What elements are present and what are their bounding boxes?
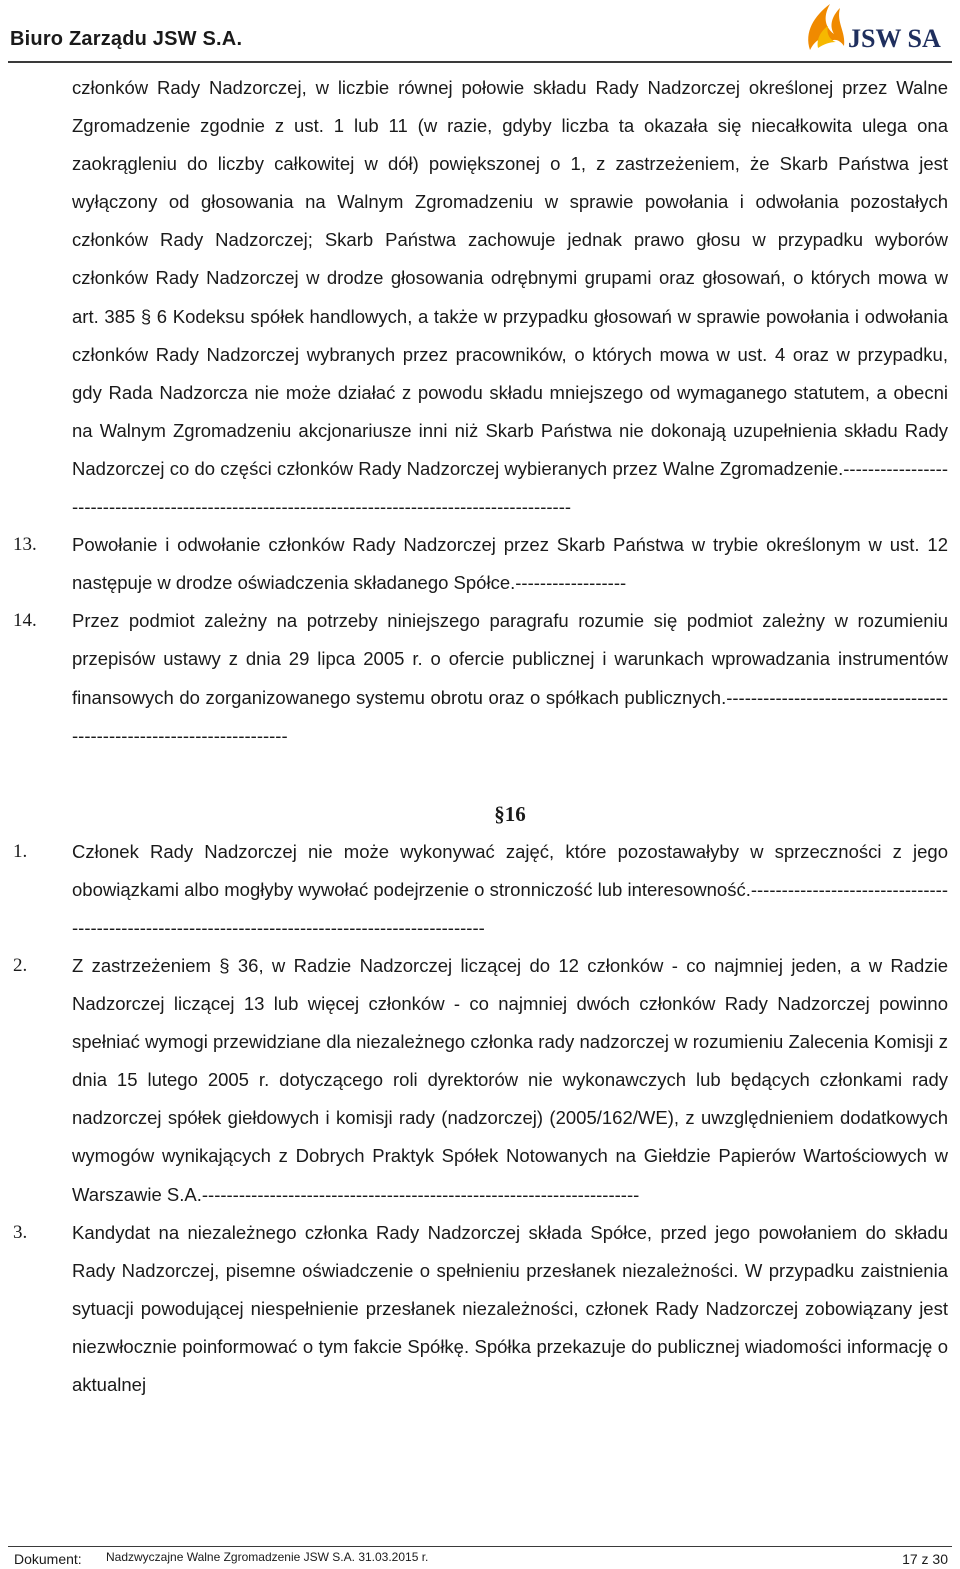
item-text: Powołanie i odwołanie członków Rady Nadzorczej przez Skarb Państwa w trybie określonym w ust. 12 następuje w drodze oświadczenia składanego Spółce.------------------ xyxy=(72,534,948,594)
jsw-logo xyxy=(800,2,950,58)
item-text: Członek Rady Nadzorczej nie może wykonywać zajęć, które pozostawałyby w sprzeczności z jego obowiązkami albo mogłyby wywołać podejrzenie o stronniczość lub interesowność.--------------------------------------------------------------------------------------------------- xyxy=(72,840,948,938)
item-number: 2. xyxy=(13,954,28,976)
item-text: Przez podmiot zależny na potrzeby niniejszego paragrafu rozumie się podmiot zależny w rozumieniu przepisów ustawy z dnia 29 lipca 2005 r. o ofercie publicznej i warunkach wprowadzania instrumentów finansowych do zorganizowanego systemu obrotu oraz o spółkach publicznych.----------------------------------------------------------------------- xyxy=(72,610,948,746)
intro-paragraph: członków Rady Nadzorczej, w liczbie równej połowie składu Rady Nadzorczej określonej przez Walne Zgromadzenie zgodnie z ust. 1 lub 11 (w razie, gdyby liczba ta okazała się niecałkowita ulega ona zaokrągleniu do liczby całkowitej w dół) powiększonej o 1, z zastrzeżeniem, że Skarb Państwa jest wyłączony od głosowania na Walnym Zgromadzeniu w sprawie powołania i odwołania pozostałych członków Rady Nadzorczej; Skarb Państwa zachowuje jednak prawo głosu w przypadku wyborów członków Rady Nadzorczej w drodze głosowania odrębnymi grupami oraz głosowań, o których mowa w art. 385 § 6 Kodeksu spółek handlowych, a także w przypadku głosowań w sprawie powołania i odwołania członków Rady Nadzorczej wybranych przez pracowników, o których mowa w ust. 4 oraz w przypadku, gdy Rada Nadzorcza nie może działać z powodu składu mniejszego od wymaganego statutem, a obecni na Walnym Zgromadzeniu akcjonariusze inni niż Skarb Państwa nie dokonają uzupełnienia składu Rady Nadzorczej co do części członków Rady Nadzorczej wybieranych przez Walne Zgromadzenie.-------------------------------------------------------------------------------------------------- xyxy=(72,77,948,518)
header-divider xyxy=(8,61,952,63)
footer-label: Dokument: xyxy=(14,1551,82,1567)
footer-document-name: Nadzwyczajne Walne Zgromadzenie JSW S.A. 31.03.2015 r. xyxy=(106,1550,429,1564)
list-item-2 xyxy=(0,947,960,1214)
document-body xyxy=(0,69,960,1404)
item-number: 13. xyxy=(13,534,37,556)
page-footer xyxy=(0,1546,960,1569)
section-heading: §16 xyxy=(494,801,526,826)
list-item-13 xyxy=(0,526,960,602)
footer-divider xyxy=(8,1546,952,1547)
list-item-14 xyxy=(0,602,960,754)
logo-text: JSW SA xyxy=(848,24,941,53)
item-number: 3. xyxy=(13,1221,28,1243)
list-item-3 xyxy=(0,1214,960,1404)
page-number: 17 z 30 xyxy=(902,1551,948,1567)
header-title: Biuro Zarządu JSW S.A. xyxy=(10,28,243,50)
page-header xyxy=(0,0,960,64)
item-text: Z zastrzeżeniem § 36, w Radzie Nadzorczej liczącej do 12 członków - co najmniej jeden, a w Radzie Nadzorczej liczącej 13 lub więcej członków - co najmniej dwóch członków Rady Nadzorczej powinno spełniać wymogi przewidziane dla niezależnego członka rady nadzorczej w rozumieniu Zalecenia Komisji z dnia 15 lutego 2005 r. dotyczącego roli dyrektorów nie wykonawczych lub będących członkami rady nadzorczej spółek giełdowych i komisji rady (nadzorczej) (2005/162/WE), z uwzględnieniem dodatkowych wymogów wynikających z Dobrych Praktyk Spółek Notowanych na Giełdzie Papierów Wartościowych w Warszawie S.A.----------------------------------------------------------------------- xyxy=(72,954,948,1205)
item-number: 14. xyxy=(13,610,37,632)
item-text: Kandydat na niezależnego członka Rady Nadzorczej składa Spółce, przed jego powołaniem do składu Rady Nadzorczej, pisemne oświadczenie o spełnieniu przesłanek niezależności. W przypadku zaistnienia sytuacji powodującej niespełnienie przesłanek niezależności, członek Rady Nadzorczej zobowiązany jest niezwłocznie poinformować o tym fakcie Spółkę. Spółka przekazuje do publicznej wiadomości informację o aktualnej xyxy=(72,1221,948,1395)
item-number: 1. xyxy=(13,840,28,862)
list-item-1 xyxy=(0,833,960,947)
